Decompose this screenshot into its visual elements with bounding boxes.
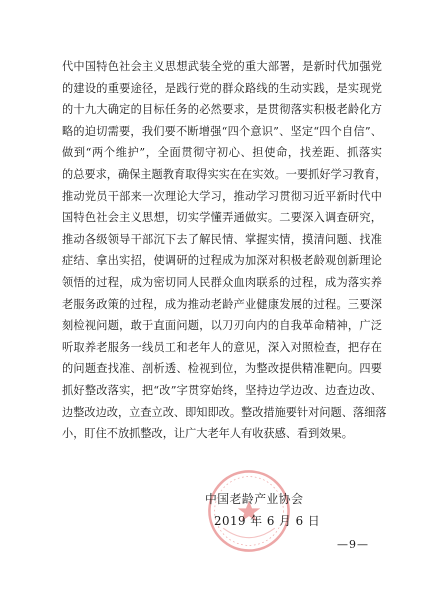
body-line: 的建设的重要途径，是践行党的群众路线的生动实践，是实现党 <box>62 81 382 95</box>
page-number: —9— <box>337 538 369 551</box>
body-line: 边整改边改，立查立改、即知即改。整改措施要针对问题、落细落 <box>62 405 387 419</box>
signature-organization: 中国老龄产业协会 <box>205 492 304 506</box>
body-line: 领悟的过程，成为密切同人民群众血肉联系的过程，成为落实养 <box>62 275 382 289</box>
document-body <box>62 56 387 445</box>
signature-date: 2019 年 6 月 6 日 <box>214 514 321 528</box>
body-line: 老服务政策的过程，成为推动老龄产业健康发展的过程。三要深 <box>62 297 382 311</box>
body-line: 的总要求，确保主题教育取得实实在在实效。一要抓好学习教育， <box>62 167 387 181</box>
official-seal-icon <box>206 468 292 554</box>
body-line: 刻检视问题，敢于直面问题，以刀刃向内的自我革命精神，广泛 <box>62 319 382 333</box>
body-line: 略的迫切需要，我们要不断增强“四个意识”、坚定“四个自信”、 <box>62 124 382 138</box>
body-line: 的十九大确定的目标任务的必然要求，是贯彻落实积极老龄化方 <box>62 103 382 117</box>
body-line: 症结、拿出实招，使调研的过程成为加深对积极老龄观创新理论 <box>62 254 382 268</box>
body-line: 推动各级领导干部沉下去了解民情、掌握实情，摸清问题、找准 <box>62 232 382 246</box>
body-line: 代中国特色社会主义思想武装全党的重大部署，是新时代加强党 <box>62 60 382 73</box>
body-line: 推动党员干部来一次理论大学习，推动学习贯彻习近平新时代中 <box>62 189 382 203</box>
body-line: 小，盯住不放抓整改，让广大老年人有收获感、看到效果。 <box>62 427 353 441</box>
body-line: 的问题查找准、剖析透、检视到位，为整改提供精准靶向。四要 <box>62 362 382 376</box>
body-line: 国特色社会主义思想，切实学懂弄通做实。二要深入调查研究， <box>62 211 382 225</box>
body-line: 做到“两个维护”，全面贯彻守初心、担使命，找差距、抓落实 <box>62 146 382 160</box>
body-line: 抓好整改落实，把“改”字贯穿始终，坚持边学边改、边查边改、 <box>62 383 382 397</box>
body-line: 听取养老服务一线员工和老年人的意见，深入对照检查，把存在 <box>62 340 382 354</box>
